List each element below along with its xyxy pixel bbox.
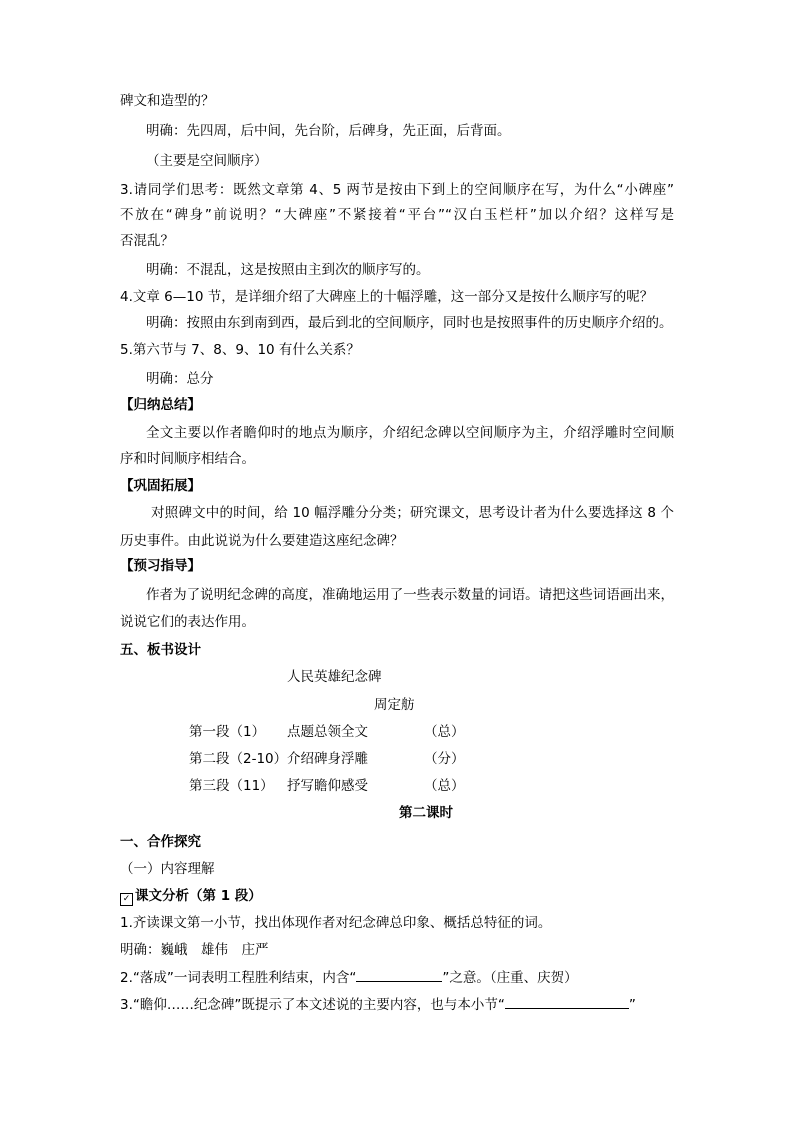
extend-line-2: 历史事件。由此说说为什么要建造这座纪念碑？ xyxy=(120,533,404,549)
summary-line-2: 序和时间顺序相结合。 xyxy=(120,451,255,467)
board-row-desc: 介绍碑身浮雕 xyxy=(287,751,368,767)
section-heading-preview: 【预习指导】 xyxy=(120,558,201,574)
analysis-heading-text: 课文分析（第 1 段） xyxy=(135,888,262,904)
fill-blank[interactable] xyxy=(356,967,442,982)
board-row-desc: 点题总领全文 xyxy=(287,724,368,740)
question-1-line: 1.齐读课文第一小节，找出体现作者对纪念碑总印象、概括总特征的词。 xyxy=(120,915,552,931)
fill-blank[interactable] xyxy=(505,994,629,1009)
board-row-tag: （分） xyxy=(424,751,465,767)
answer-line: 明确：不混乱，这是按照由主到次的顺序写的。 xyxy=(146,262,430,278)
preview-line-1: 作者为了说明纪念碑的高度，准确地运用了一些表示数量的词语。请把这些词语画出来， xyxy=(146,587,674,603)
board-row-para: 第一段（1） xyxy=(189,724,266,740)
question-2-line xyxy=(120,967,578,988)
board-row-para: 第二段（2-10） xyxy=(189,751,288,767)
question-3-text-before: 3.“瞻仰……纪念碑”既提示了本文述说的主要内容，也与本小节“ xyxy=(120,997,505,1013)
board-row-para: 第三段（11） xyxy=(189,778,274,794)
analysis-heading xyxy=(120,886,262,906)
question-2-text-after: ”之意。（庄重、庆贺） xyxy=(442,970,578,986)
extend-line-1: 对照碑文中的时间，给 10 幅浮雕分分类；研究课文，思考设计者为什么要选择这 8 个 xyxy=(151,505,674,521)
subsection-heading-content: （一）内容理解 xyxy=(120,861,215,877)
question-3-line-1: 3.请同学们思考：既然文章第 4、5 两节是按由下到上的空间顺序在写，为什么“小碑座” xyxy=(120,182,674,198)
question-3-line-2: 不放在“碑身”前说明？“大碑座”不紧接着“平台”“汉白玉栏杆”加以介绍？这样写是 xyxy=(120,207,674,223)
lesson-2-heading: 第二课时 xyxy=(399,805,453,821)
answer-line: 明确：按照由东到南到西，最后到北的空间顺序，同时也是按照事件的历史顺序介绍的。 xyxy=(146,315,673,331)
section-heading-extend: 【巩固拓展】 xyxy=(120,478,201,494)
board-row-tag: （总） xyxy=(424,778,465,794)
question-3-fill-line xyxy=(120,994,636,1015)
answer-line: 明确：总分 xyxy=(146,371,214,387)
question-3-text-after: ” xyxy=(628,997,636,1013)
board-row-tag: （总） xyxy=(424,724,465,740)
note-line: （主要是空间顺序） xyxy=(146,153,268,169)
answer-line: 明确：先四周，后中间，先台阶，后碑身，先正面，后背面。 xyxy=(146,123,511,139)
summary-line-1: 全文主要以作者瞻仰时的地点为顺序，介绍纪念碑以空间顺序为主，介绍浮雕时空间顺 xyxy=(146,425,674,441)
answer-line: 明确：巍峨 雄伟 庄严 xyxy=(120,942,269,958)
paragraph-line: 碑文和造型的？ xyxy=(120,93,215,109)
section-heading-summary: 【归纳总结】 xyxy=(120,397,201,413)
question-4-line: 4.文章 6—10 节，是详细介绍了大碑座上的十幅浮雕，这一部分又是按什么顺序写的呢？ xyxy=(120,289,654,305)
section-heading-cooperative: 一、合作探究 xyxy=(120,834,201,850)
preview-line-2: 说说它们的表达作用。 xyxy=(120,614,255,630)
board-row-desc: 抒写瞻仰感受 xyxy=(287,778,368,794)
question-3-line-3: 否混乱？ xyxy=(120,233,174,249)
board-title: 人民英雄纪念碑 xyxy=(287,669,382,685)
section-heading-board: 五、板书设计 xyxy=(120,642,201,658)
board-author: 周定舫 xyxy=(374,697,415,713)
box-check-icon: ✓ xyxy=(120,893,133,906)
question-2-text-before: 2.“落成”一词表明工程胜利结束，内含“ xyxy=(120,970,357,986)
question-5-line: 5.第六节与 7、8、9、10 有什么关系？ xyxy=(120,342,360,358)
